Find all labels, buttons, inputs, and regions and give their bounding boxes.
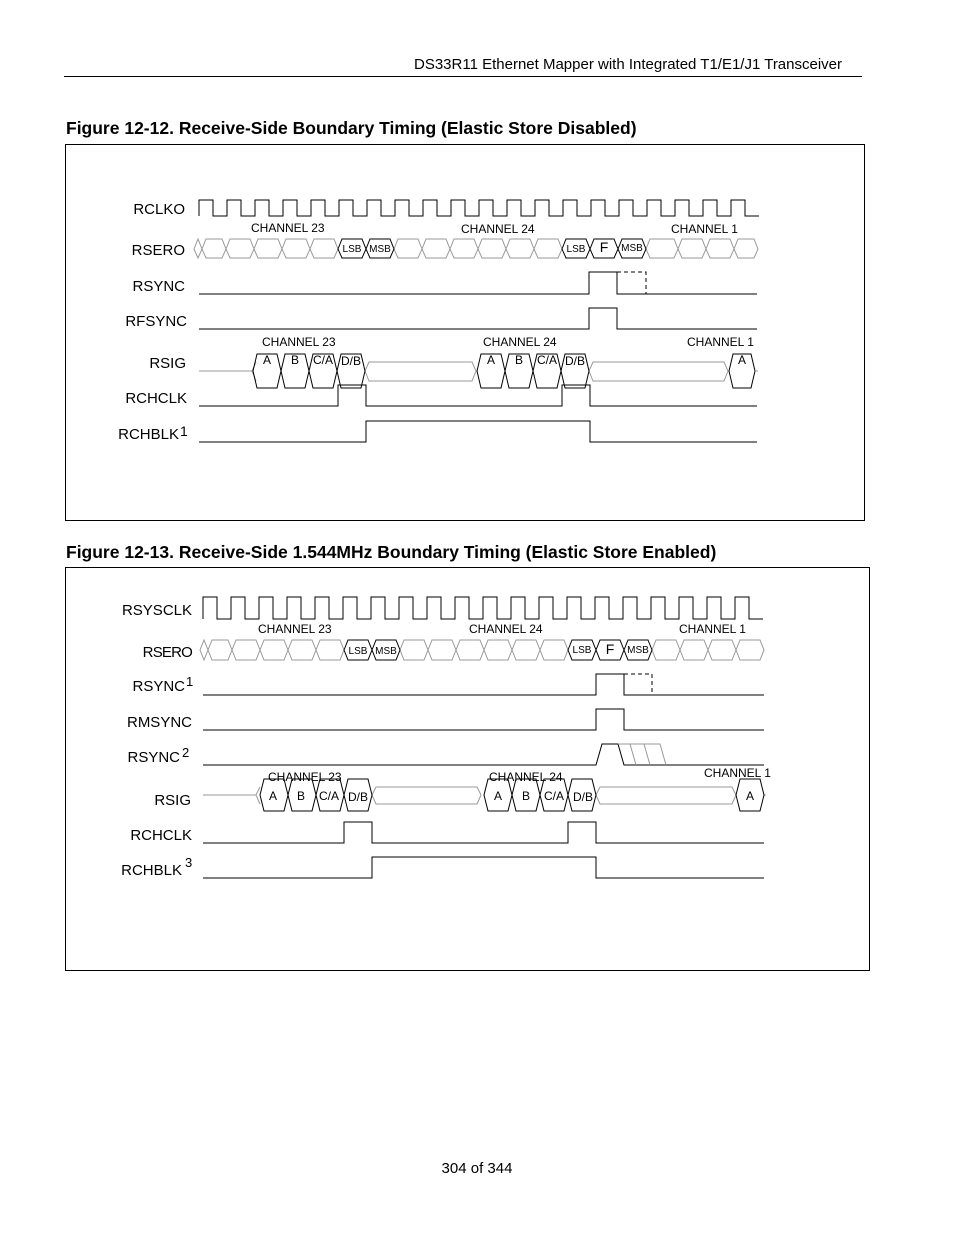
signal-label-rchclk: RCHCLK	[125, 390, 187, 407]
rsero-channel-label-3: CHANNEL 1	[679, 622, 746, 636]
rsig-channel-label-1: CHANNEL 23	[268, 770, 342, 784]
signal-superscript-rsync1: 1	[186, 674, 194, 689]
page-number: 304 of 344	[441, 1160, 513, 1177]
signal-label-rsig: RSIG	[149, 355, 186, 372]
rsig-cell-b: B	[296, 789, 306, 803]
rsero-cell-msb: MSB	[375, 646, 397, 657]
rsero-bus	[200, 640, 764, 660]
signal-label-rchclk: RCHCLK	[130, 827, 192, 844]
rsig-cell-a-last: A	[737, 353, 747, 367]
timing-diagram-2	[66, 568, 871, 972]
rsero-cell-lsb: LSB	[566, 244, 586, 255]
rsero-channel-label-2: CHANNEL 24	[461, 222, 535, 236]
figure-2-box	[65, 567, 870, 971]
figure-1-box	[65, 144, 865, 521]
signal-label-rsero: RSERO	[142, 644, 192, 661]
signal-label-rsero: RSERO	[131, 242, 185, 259]
rsig-cell-ca: C/A	[543, 789, 565, 803]
rsero-cell-lsb: LSB	[342, 244, 362, 255]
rsig-cell-a: A	[493, 789, 503, 803]
rsig-cell-ca: C/A	[536, 353, 558, 367]
rsig-cell-db: D/B	[572, 790, 594, 804]
rsero-cell-msb: MSB	[369, 244, 391, 255]
signal-label-rclko: RCLKO	[133, 201, 185, 218]
rsig-cell-b: B	[514, 353, 524, 367]
signal-label-rchblk: RCHBLK	[118, 426, 179, 443]
rsig-channel-label-3: CHANNEL 1	[704, 766, 771, 780]
rclko-waveform	[199, 200, 759, 216]
rsero-cell-f: F	[605, 641, 615, 657]
rchclk-waveform	[203, 822, 764, 843]
rsig-channel-label-2: CHANNEL 24	[489, 770, 563, 784]
rsero-cell-lsb: LSB	[572, 645, 592, 656]
timing-diagram-1	[66, 145, 866, 522]
rsig-cell-b: B	[521, 789, 531, 803]
rmsync-waveform	[203, 709, 764, 730]
rsig-cell-ca: C/A	[318, 789, 340, 803]
rsig-channel-label-1: CHANNEL 23	[262, 335, 336, 349]
signal-label-rsync1: RSYNC	[132, 678, 185, 695]
figure-2-title: Figure 12-13. Receive-Side 1.544MHz Boundary Timing (Elastic Store Enabled)	[66, 542, 717, 562]
rsig-cell-ca: C/A	[312, 353, 334, 367]
rsync2-uncertain-edges	[618, 744, 666, 765]
rsync1-dashed	[624, 674, 652, 695]
rsero-bus	[194, 239, 758, 258]
rchclk-waveform	[199, 385, 757, 406]
rchblk-waveform	[203, 857, 764, 878]
rsig-cell-a: A	[486, 353, 496, 367]
rsero-cell-lsb: LSB	[348, 646, 368, 657]
rsync-waveform	[199, 272, 757, 294]
signal-label-rfsync: RFSYNC	[125, 313, 187, 330]
signal-label-rsig: RSIG	[154, 792, 191, 809]
rsync1-waveform	[203, 674, 764, 695]
signal-label-rsysclk: RSYSCLK	[121, 602, 192, 619]
rsero-cell-msb: MSB	[627, 645, 649, 656]
rsero-channel-label-3: CHANNEL 1	[671, 222, 738, 236]
signal-label-rsync: RSYNC	[132, 278, 185, 295]
signal-superscript-rchblk: 1	[180, 423, 188, 439]
signal-superscript-rsync2: 2	[182, 745, 190, 760]
signal-label-rsync2: RSYNC	[127, 749, 180, 766]
rsig-cell-db: D/B	[347, 790, 369, 804]
header-rule	[64, 76, 862, 77]
document-header: DS33R11 Ethernet Mapper with Integrated T1/E1/J1 Transceiver	[414, 56, 843, 73]
rsig-channel-label-3: CHANNEL 1	[687, 335, 754, 349]
rsero-cell-msb: MSB	[621, 243, 643, 254]
rsync-dashed	[617, 272, 646, 294]
rchblk-waveform	[199, 421, 757, 442]
rsero-channel-label-1: CHANNEL 23	[258, 622, 332, 636]
figure-1-title: Figure 12-12. Receive-Side Boundary Timing (Elastic Store Disabled)	[66, 118, 637, 138]
rsero-cell-f: F	[599, 239, 609, 255]
signal-superscript-rchblk: 3	[185, 855, 193, 870]
rsync2-waveform	[203, 744, 764, 765]
rsero-channel-label-1: CHANNEL 23	[251, 221, 325, 235]
rsig-cell-b: B	[290, 353, 300, 367]
rsysclk-waveform	[203, 597, 763, 619]
rsig-cell-db: D/B	[340, 354, 362, 368]
rsig-channel-label-2: CHANNEL 24	[483, 335, 557, 349]
rsig-cell-db: D/B	[564, 354, 586, 368]
signal-label-rchblk: RCHBLK	[121, 862, 182, 879]
rsig-cell-a: A	[262, 353, 272, 367]
rsig-cell-a-last: A	[745, 789, 755, 803]
rfsync-waveform	[199, 308, 757, 329]
signal-label-rmsync: RMSYNC	[126, 714, 192, 731]
rsero-channel-label-2: CHANNEL 24	[469, 622, 543, 636]
rsig-cell-a: A	[268, 789, 278, 803]
